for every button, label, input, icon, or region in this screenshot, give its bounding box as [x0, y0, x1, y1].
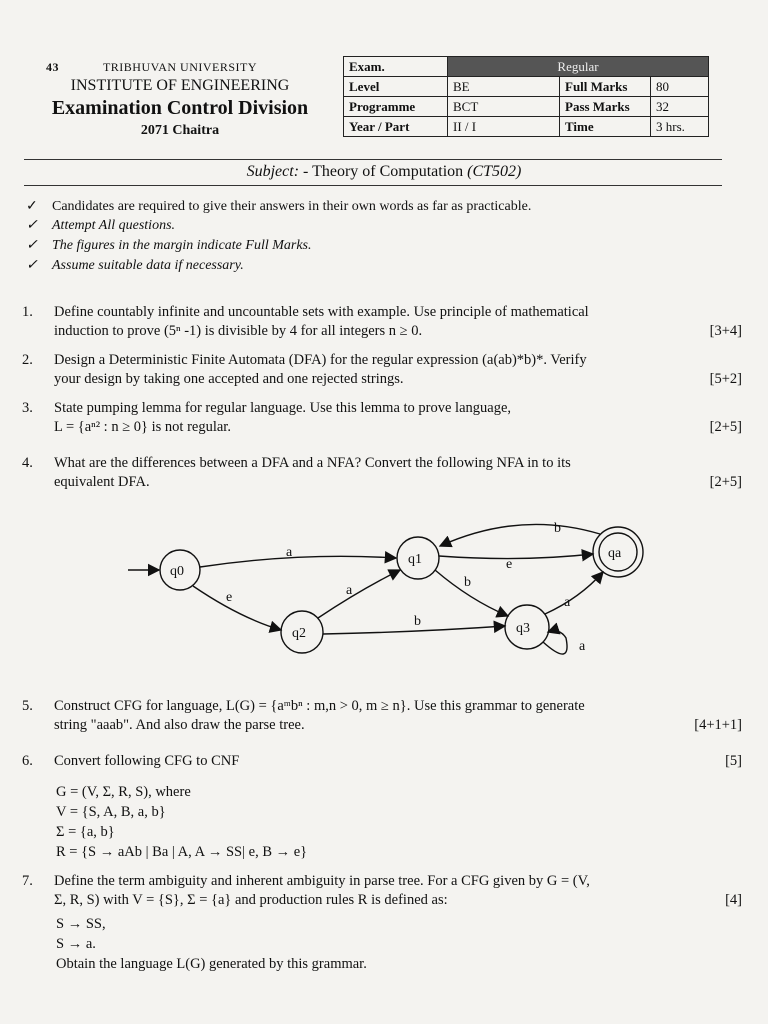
question-marks: [3+4]	[709, 323, 742, 339]
question-3	[22, 399, 742, 437]
edge-q1-qa	[439, 554, 593, 559]
question-text: Convert following CFG to CNF	[54, 753, 240, 769]
question-1	[22, 303, 742, 341]
label-q3-loop: a	[579, 639, 586, 654]
question-marks: [5+2]	[709, 371, 742, 387]
programme-label: Programme	[344, 97, 448, 117]
pass-marks-value: 32	[651, 97, 709, 117]
check-icon: ✓	[26, 238, 38, 253]
edge-qa-q1	[440, 524, 600, 546]
edge-q2-q1	[318, 570, 400, 618]
grammar-line: R = {S → aAb | Ba | A, A → SS| e, B → e}	[56, 844, 308, 860]
instruction-text: Assume suitable data if necessary.	[52, 258, 244, 273]
question-text: induction to prove (5ⁿ -1) is divisible by 4 for all integers n ≥ 0.	[54, 323, 423, 339]
question-marks: [2+5]	[709, 474, 742, 490]
level-value: BE	[448, 77, 560, 97]
check-icon: ✓	[26, 218, 38, 233]
division-name: Examination Control Division	[51, 97, 309, 119]
question-text: Construct CFG for language, L(G) = {aᵐbⁿ : m,n > 0, m ≥ n}. Use this grammar to generate	[54, 698, 585, 714]
question-text: string "aaab". And also draw the parse tree.	[54, 717, 305, 733]
production-line: S → a.	[56, 936, 96, 952]
university-line	[20, 60, 340, 75]
question-text: Define the term ambiguity and inherent ambiguity in parse tree. For a CFG given by G = (V,	[54, 873, 590, 889]
exam-row-level	[344, 77, 709, 97]
question-2	[22, 351, 742, 389]
subject-line	[0, 163, 768, 181]
label-q2-q1: a	[346, 583, 353, 598]
question-text: L = {aⁿ² : n ≥ 0} is not regular.	[54, 419, 231, 435]
exam-row-year	[344, 117, 709, 137]
production-line: S → SS,	[56, 916, 106, 932]
check-icon: ✓	[26, 258, 38, 273]
question-4	[22, 454, 742, 492]
question-number: 6.	[22, 753, 33, 769]
time-label: Time	[560, 117, 651, 137]
label-q2-q3: b	[414, 614, 421, 629]
question-text: Σ, R, S) with V = {S}, Σ = {a} and production rules R is defined as:	[54, 892, 448, 908]
exam-label: Exam.	[344, 57, 448, 77]
university-name: TRIBHUVAN UNIVERSITY	[102, 60, 258, 74]
label-q1-qa: e	[506, 557, 513, 572]
label-q3-qa: a	[564, 595, 571, 610]
question-number: 5.	[22, 698, 33, 714]
question-text: What are the differences between a DFA and a NFA? Convert the following NFA in to its	[54, 455, 571, 471]
question-text: Design a Deterministic Finite Automata (DFA) for the regular expression (a(ab)*b)*. Verify	[54, 352, 587, 368]
instruction-3	[26, 236, 312, 255]
edge-q3-qa	[545, 572, 603, 614]
q7-rules	[56, 914, 367, 974]
nfa-diagram	[0, 500, 768, 690]
state-qa-label: qa	[608, 546, 622, 561]
question-marks: [2+5]	[709, 419, 742, 435]
question-text: equivalent DFA.	[54, 474, 150, 490]
state-q3-label: q3	[516, 621, 530, 636]
question-number: 1.	[22, 304, 33, 320]
time-value: 3 hrs.	[651, 117, 709, 137]
state-q0-label: q0	[170, 564, 184, 579]
divider-top	[24, 159, 722, 160]
year-part-value: II / I	[448, 117, 560, 137]
subject-dash: -	[299, 163, 313, 180]
question-7	[22, 872, 742, 910]
level-label: Level	[344, 77, 448, 97]
full-marks-label: Full Marks	[560, 77, 651, 97]
question-marks: [5]	[725, 753, 742, 769]
instruction-2	[26, 216, 175, 235]
question-6	[22, 752, 742, 771]
institution-header	[20, 60, 340, 139]
label-qa-q1: b	[554, 521, 561, 536]
exam-type: Regular	[448, 57, 709, 77]
exam-row-programme	[344, 97, 709, 117]
subject-name: Theory of Computation	[312, 163, 464, 180]
question-5	[22, 697, 742, 735]
subject-label: Subject:	[246, 163, 300, 180]
edge-q0-q1	[200, 556, 396, 567]
institute-name: INSTITUTE OF ENGINEERING	[70, 77, 290, 94]
full-marks-value: 80	[651, 77, 709, 97]
instruction-1	[26, 197, 531, 216]
instruction-text: Attempt All questions.	[52, 218, 176, 233]
question-text: State pumping lemma for regular language. Use this lemma to prove language,	[54, 400, 512, 416]
edge-q0-q2	[193, 586, 281, 630]
question-number: 4.	[22, 455, 33, 471]
subject-code: (CT502)	[467, 163, 522, 180]
edge-q3-loop	[543, 631, 567, 654]
label-q0-q1: a	[286, 545, 293, 560]
divider-bottom	[24, 185, 722, 186]
grammar-line: Σ = {a, b}	[56, 824, 115, 840]
production-line: Obtain the language L(G) generated by this grammar.	[56, 956, 367, 972]
instruction-text: The figures in the margin indicate Full Marks.	[52, 238, 312, 253]
edge-q1-q3	[435, 570, 508, 616]
year-part-label: Year / Part	[344, 117, 448, 137]
q6-grammar	[56, 782, 307, 862]
label-q1-q3: b	[464, 575, 471, 590]
instruction-4	[26, 256, 244, 275]
exam-session: 2071 Chaitra	[140, 123, 220, 138]
state-q1-label: q1	[408, 552, 422, 567]
page-number: 43	[46, 60, 59, 74]
pass-marks-label: Pass Marks	[560, 97, 651, 117]
question-marks: [4]	[725, 892, 742, 908]
grammar-line: V = {S, A, B, a, b}	[56, 804, 166, 820]
question-number: 7.	[22, 873, 33, 889]
question-number: 2.	[22, 352, 33, 368]
instruction-text: Candidates are required to give their answers in their own words as far as practicable.	[52, 199, 532, 214]
grammar-line: G = (V, Σ, R, S), where	[56, 784, 191, 800]
question-marks: [4+1+1]	[694, 717, 742, 733]
label-q0-q2: e	[226, 590, 233, 605]
question-text: Define countably infinite and uncountable sets with example. Use principle of mathematical	[54, 304, 589, 320]
state-q2-label: q2	[292, 626, 306, 641]
question-number: 3.	[22, 400, 33, 416]
programme-value: BCT	[448, 97, 560, 117]
question-text: your design by taking one accepted and one rejected strings.	[54, 371, 404, 387]
check-icon: ✓	[26, 199, 38, 214]
exam-info-table	[343, 56, 709, 137]
